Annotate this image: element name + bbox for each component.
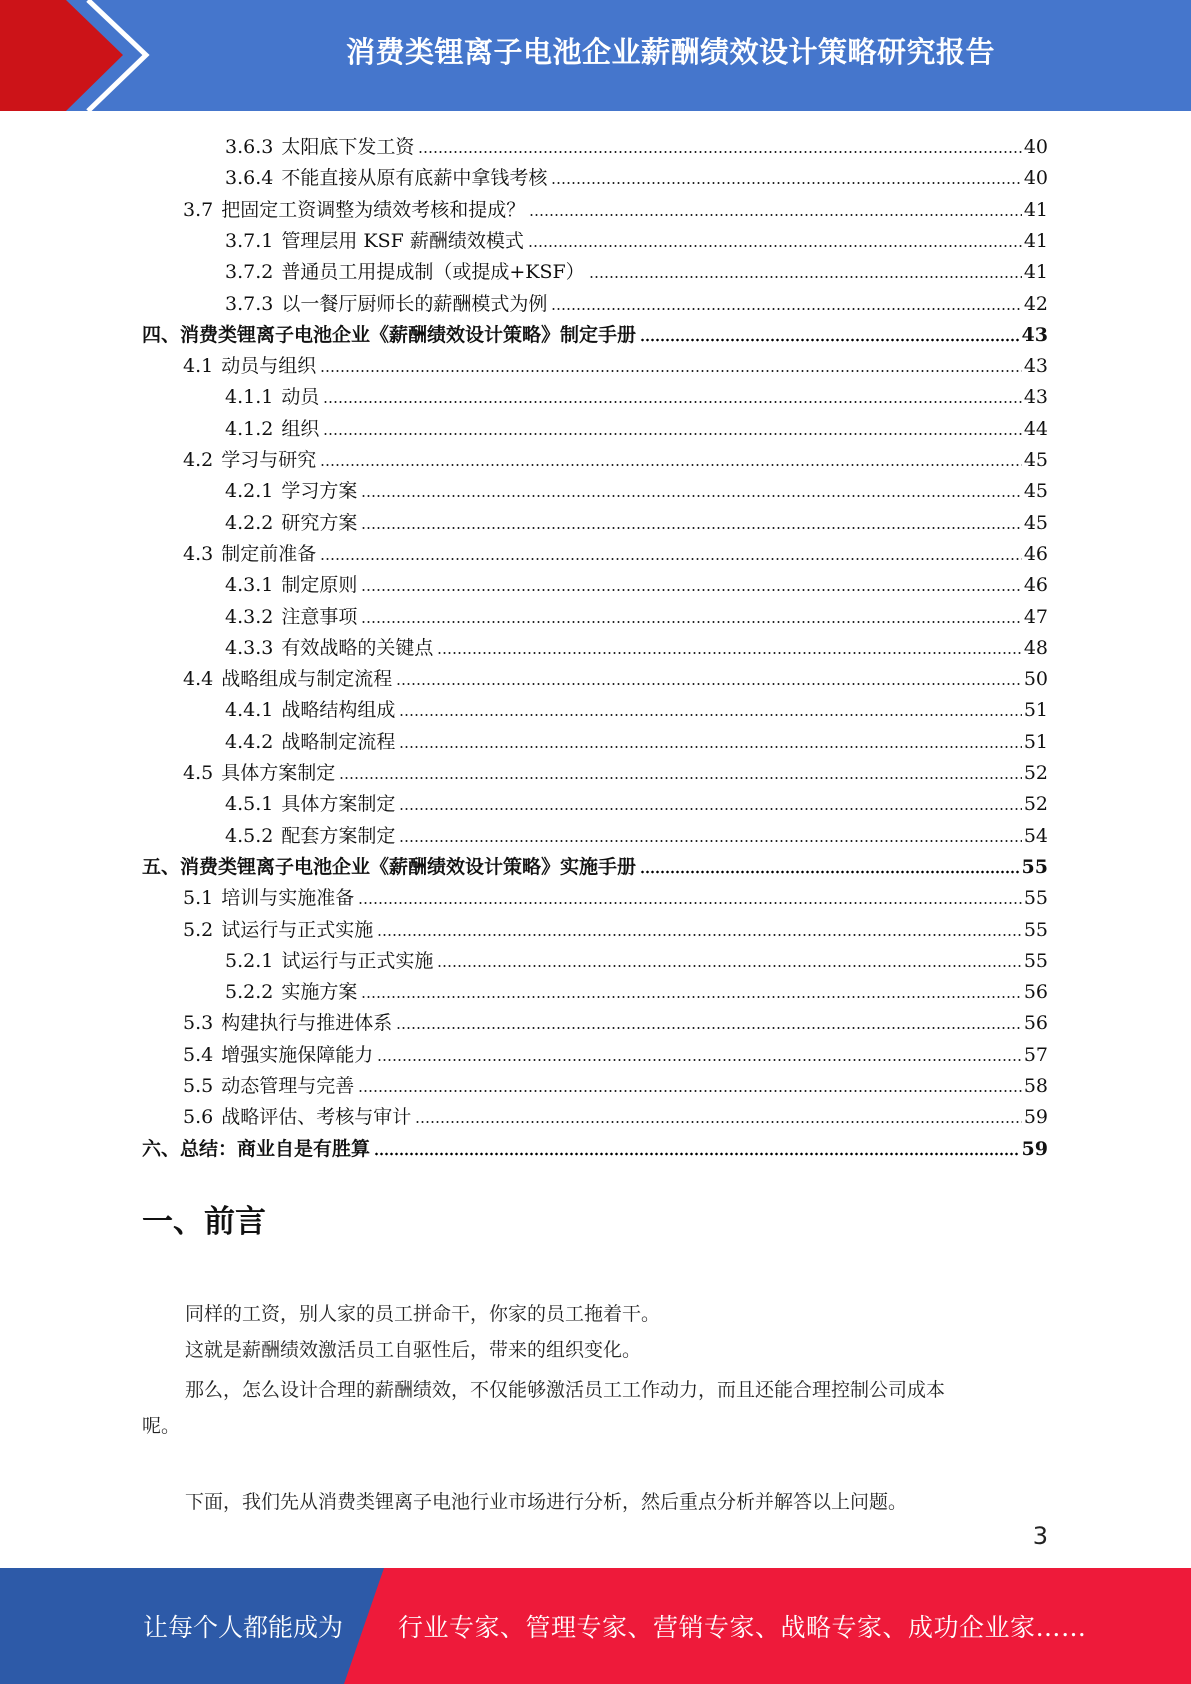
toc-entry[interactable] [225, 973, 1048, 1004]
toc-entry-label [142, 1137, 372, 1161]
toc-entry-number: 3.6.4 [225, 167, 274, 190]
toc-entry-page: 46 [1023, 542, 1048, 565]
toc-entry-label [225, 385, 321, 409]
toc-entry[interactable] [183, 879, 1048, 910]
toc-entry-page: 56 [1023, 981, 1048, 1004]
toc-entry-page: 55 [1023, 918, 1048, 941]
toc-entry-label [225, 292, 549, 316]
toc-entry-label [183, 886, 356, 910]
footer-roles: 行业专家、管理专家、营销专家、战略专家、成功企业家…… [398, 1613, 1087, 1642]
toc-entry-number: 5.1 [183, 887, 214, 910]
toc-entry-number: 4.1.1 [225, 386, 274, 409]
toc-entry-text: 太阳底下发工资 [281, 136, 415, 158]
toc-entry-label [183, 198, 527, 222]
toc-entry-page: 54 [1023, 824, 1048, 847]
toc-entry-text: 把固定工资调整为绩效考核和提成？ [221, 198, 526, 221]
toc-entry-number: 5.5 [183, 1075, 214, 1097]
toc-entry[interactable] [183, 441, 1048, 472]
toc-entry-text: 战略制定流程 [281, 730, 396, 753]
toc-entry[interactable] [142, 848, 1048, 879]
toc-leader-dots [396, 682, 1022, 686]
toc-entry-text: 培训与实施准备 [221, 887, 355, 910]
toc-leader-dots [361, 526, 1021, 530]
toc-leader-dots [361, 494, 1021, 498]
toc-entry-number: 4.5 [183, 762, 214, 784]
toc-entry-number: 3.7.2 [225, 261, 274, 284]
toc-entry-number: 4.3.3 [225, 636, 274, 659]
toc-leader-dots [396, 1026, 1022, 1030]
page-footer [0, 1568, 1191, 1684]
toc-entry-page: 46 [1023, 574, 1048, 597]
header-red-chevron [0, 0, 150, 111]
toc-leader-dots [640, 870, 1020, 874]
toc-entry-page: 56 [1023, 1012, 1048, 1035]
toc-entry-page: 43 [1023, 355, 1048, 378]
toc-entry-text: 管理层用 KSF 薪酬绩效模式 [281, 229, 524, 252]
toc-entry-label [225, 730, 397, 754]
toc-entry[interactable] [225, 723, 1048, 754]
toc-entry-label [183, 761, 337, 785]
toc-leader-dots [418, 150, 1021, 154]
toc-leader-dots [320, 557, 1022, 561]
toc-entry-label [183, 667, 394, 691]
toc-entry-label [225, 229, 526, 253]
toc-entry-text: 试运行与正式实施 [221, 918, 374, 941]
toc-leader-dots [529, 213, 1022, 217]
toc-entry[interactable] [183, 660, 1048, 691]
toc-entry-label [225, 949, 435, 973]
toc-entry-page: 55 [1023, 887, 1048, 910]
report-title: 消费类锂离子电池企业薪酬绩效设计策略研究报告 [345, 34, 995, 69]
toc-entry-text: 具体方案制定 [281, 793, 396, 816]
toc-entry-number: 4.2.1 [225, 480, 274, 503]
toc-entry[interactable] [225, 629, 1048, 660]
toc-entry-number: 3.7 [183, 198, 214, 221]
toc-entry-number: 4.5.2 [225, 824, 274, 847]
toc-entry-label [183, 1011, 394, 1035]
toc-entry-page: 45 [1023, 480, 1048, 503]
toc-leader-dots [399, 807, 1021, 811]
toc-entry-page: 51 [1023, 699, 1048, 722]
toc-leader-dots [551, 181, 1021, 185]
toc-entry-number: 4.1.2 [225, 417, 274, 440]
toc-entry-page: 51 [1023, 730, 1048, 753]
toc-entry[interactable] [183, 1036, 1048, 1067]
toc-entry-text: 学习方案 [281, 480, 358, 503]
toc-entry[interactable] [225, 566, 1048, 597]
toc-entry-text: 具体方案制定 [221, 762, 336, 784]
toc-leader-dots [415, 1120, 1022, 1124]
toc-leader-dots [323, 432, 1021, 436]
page-header [0, 0, 1191, 111]
toc-entry-text: 制定原则 [281, 574, 358, 597]
toc-entry-page: 48 [1023, 636, 1048, 659]
toc-entry-text: 构建执行与推进体系 [221, 1012, 393, 1035]
toc-entry-number: 5.2.2 [225, 981, 274, 1004]
toc-entry-text: 配套方案制定 [281, 824, 396, 847]
toc-entry-label [183, 448, 318, 472]
toc-entry-page: 59 [1023, 1106, 1048, 1129]
toc-entry-number: 4.3.1 [225, 574, 274, 597]
toc-entry-label [183, 918, 375, 942]
toc-entry-number: 4.2.2 [225, 511, 274, 534]
toc-entry[interactable] [225, 691, 1048, 722]
toc-entry-label [225, 260, 587, 284]
toc-entry[interactable] [183, 347, 1048, 378]
toc-entry[interactable] [225, 378, 1048, 409]
footer-slogan: 让每个人都能成为 [143, 1613, 344, 1642]
toc-leader-dots [361, 620, 1021, 624]
toc-entry-page: 41 [1023, 229, 1048, 252]
toc-entry-text: 不能直接从原有底薪中拿钱考核 [281, 167, 548, 190]
toc-entry-label [225, 135, 416, 159]
toc-entry-text: 试运行与正式实施 [281, 949, 434, 972]
toc-entry-page: 42 [1023, 292, 1048, 315]
toc-entry[interactable] [225, 785, 1048, 816]
toc-entry[interactable] [225, 222, 1048, 253]
toc-entry-number: 4.1 [183, 355, 214, 378]
toc-entry-label [183, 1043, 375, 1067]
toc-entry[interactable] [225, 410, 1048, 441]
toc-entry-text: 组织 [281, 417, 320, 440]
toc-entry-text: 五、消费类锂离子电池企业《薪酬绩效设计策略》实施手册 [142, 855, 637, 878]
toc-entry-label [183, 1105, 413, 1129]
toc-entry-page: 47 [1023, 605, 1048, 628]
toc-entry-number: 5.2.1 [225, 949, 274, 972]
toc-leader-dots [399, 745, 1021, 749]
toc-entry-text: 动态管理与完善 [221, 1075, 355, 1097]
toc-entry-page: 40 [1023, 136, 1048, 158]
toc-leader-dots [361, 588, 1021, 592]
toc-entry-label [225, 605, 359, 629]
toc-leader-dots [361, 995, 1021, 999]
toc-entry-number: 3.7.3 [225, 292, 274, 315]
toc-leader-dots [358, 1089, 1022, 1093]
toc-entry-number: 4.4.1 [225, 699, 274, 722]
paragraph: 同样的工资，别人家的员工拼命干，你家的员工拖着干。 [185, 1303, 661, 1325]
toc-entry[interactable] [225, 128, 1048, 159]
toc-entry-page: 44 [1023, 417, 1048, 440]
toc-leader-dots [320, 369, 1022, 373]
toc-entry-text: 制定前准备 [221, 542, 317, 565]
toc-leader-dots [399, 713, 1021, 717]
toc-leader-dots [374, 1152, 1020, 1156]
toc-entry[interactable] [183, 911, 1048, 942]
toc-entry-label [142, 323, 638, 347]
toc-entry-number: 5.2 [183, 918, 214, 941]
toc-entry-number: 4.3 [183, 542, 214, 565]
toc-entry-number: 3.6.3 [225, 136, 274, 158]
toc-leader-dots [399, 839, 1021, 843]
toc-entry-page: 45 [1023, 511, 1048, 534]
toc-leader-dots [320, 463, 1022, 467]
toc-entry-label [225, 573, 359, 597]
toc-entry[interactable] [142, 316, 1048, 347]
toc-entry-page: 45 [1023, 449, 1048, 471]
toc-entry-label [225, 698, 397, 722]
toc-leader-dots [528, 244, 1022, 248]
toc-entry-text: 实施方案 [281, 981, 358, 1004]
toc-entry[interactable] [225, 285, 1048, 316]
toc-entry[interactable] [225, 253, 1048, 284]
toc-entry-number: 3.7.1 [225, 229, 274, 252]
toc-entry-text: 六、总结：商业自是有胜算 [142, 1137, 371, 1160]
toc-entry-number: 4.2 [183, 449, 214, 471]
toc-entry-text: 有效战略的关键点 [281, 636, 434, 659]
toc-entry-label [225, 792, 397, 816]
toc-entry-text: 战略评估、考核与审计 [221, 1106, 412, 1129]
section-heading: 一、前言 [142, 1204, 266, 1240]
toc-entry-label [225, 511, 359, 535]
toc-entry-text: 普通员工用提成制（或提成+KSF） [281, 261, 585, 284]
toc-entry[interactable] [183, 1004, 1048, 1035]
toc-entry-page: 57 [1023, 1043, 1048, 1066]
toc-entry[interactable] [225, 159, 1048, 190]
toc-leader-dots [358, 901, 1022, 905]
toc-entry-text: 战略结构组成 [281, 699, 396, 722]
paragraph: 下面，我们先从消费类锂离子电池行业市场进行分析，然后重点分析并解答以上问题。 [185, 1491, 908, 1513]
toc-entry-label [183, 1074, 356, 1098]
toc-entry-page: 43 [1021, 323, 1048, 346]
toc-entry[interactable] [183, 1098, 1048, 1129]
toc-entry-page: 58 [1023, 1075, 1048, 1097]
toc-entry-text: 研究方案 [281, 511, 358, 534]
toc-entry-label [225, 166, 549, 190]
toc-entry-label [225, 636, 435, 660]
toc-entry[interactable] [225, 598, 1048, 629]
toc-entry[interactable] [183, 535, 1048, 566]
toc-entry-number: 4.4 [183, 668, 214, 691]
toc-entry-text: 以一餐厅厨师长的薪酬模式为例 [281, 292, 548, 315]
toc-entry-text: 战略组成与制定流程 [221, 668, 393, 691]
toc-entry-label [142, 855, 638, 879]
toc-entry[interactable] [142, 1130, 1048, 1161]
toc-entry-page: 40 [1023, 167, 1048, 190]
toc-leader-dots [640, 338, 1020, 342]
toc-entry[interactable] [225, 504, 1048, 535]
toc-entry[interactable] [183, 754, 1048, 785]
toc-entry[interactable] [225, 942, 1048, 973]
page-number: 3 [1032, 1522, 1048, 1550]
toc-entry-page: 55 [1023, 949, 1048, 972]
toc-entry-label [225, 824, 397, 848]
toc-leader-dots [339, 776, 1022, 780]
toc-leader-dots [589, 275, 1022, 279]
toc-entry[interactable] [225, 817, 1048, 848]
paragraph-continuation: 呢。 [142, 1415, 181, 1437]
toc-entry-text: 动员 [281, 386, 320, 409]
toc-entry-text: 增强实施保障能力 [221, 1043, 374, 1066]
toc-leader-dots [377, 933, 1022, 937]
toc-entry[interactable] [183, 191, 1048, 222]
toc-entry-number: 4.3.2 [225, 605, 274, 628]
toc-entry-number: 5.6 [183, 1106, 214, 1129]
toc-entry-text: 四、消费类锂离子电池企业《薪酬绩效设计策略》制定手册 [142, 323, 637, 346]
toc-entry-text: 学习与研究 [221, 449, 317, 471]
toc-entry-label [225, 980, 359, 1004]
toc-entry-page: 50 [1023, 668, 1048, 691]
toc-entry-number: 5.3 [183, 1012, 214, 1035]
toc-entry-page: 59 [1021, 1137, 1048, 1160]
toc-leader-dots [437, 964, 1021, 968]
toc-leader-dots [323, 400, 1021, 404]
toc-entry-page: 43 [1023, 386, 1048, 409]
toc-entry-page: 55 [1021, 855, 1048, 878]
toc-entry-page: 52 [1023, 762, 1048, 784]
toc-leader-dots [437, 651, 1021, 655]
toc-leader-dots [551, 307, 1021, 311]
paragraph: 那么，怎么设计合理的薪酬绩效，不仅能够激活员工工作动力，而且还能合理控制公司成本 [185, 1379, 946, 1401]
toc-entry-label [183, 542, 318, 566]
toc-entry-text: 注意事项 [281, 605, 358, 628]
toc-entry-page: 41 [1023, 198, 1048, 221]
toc-entry-number: 4.5.1 [225, 793, 274, 816]
toc-entry-number: 5.4 [183, 1043, 214, 1066]
toc-entry-page: 52 [1023, 793, 1048, 816]
paragraph: 这就是薪酬绩效激活员工自驱性后，带来的组织变化。 [185, 1339, 642, 1361]
toc-entry-label [225, 479, 359, 503]
toc-entry-label [183, 354, 318, 378]
toc-entry-page: 41 [1023, 261, 1048, 284]
toc-entry-number: 4.4.2 [225, 730, 274, 753]
toc-entry-label [225, 417, 321, 441]
toc-entry[interactable] [225, 472, 1048, 503]
toc-leader-dots [377, 1058, 1022, 1062]
toc-entry[interactable] [183, 1067, 1048, 1098]
toc-entry-text: 动员与组织 [221, 355, 317, 378]
